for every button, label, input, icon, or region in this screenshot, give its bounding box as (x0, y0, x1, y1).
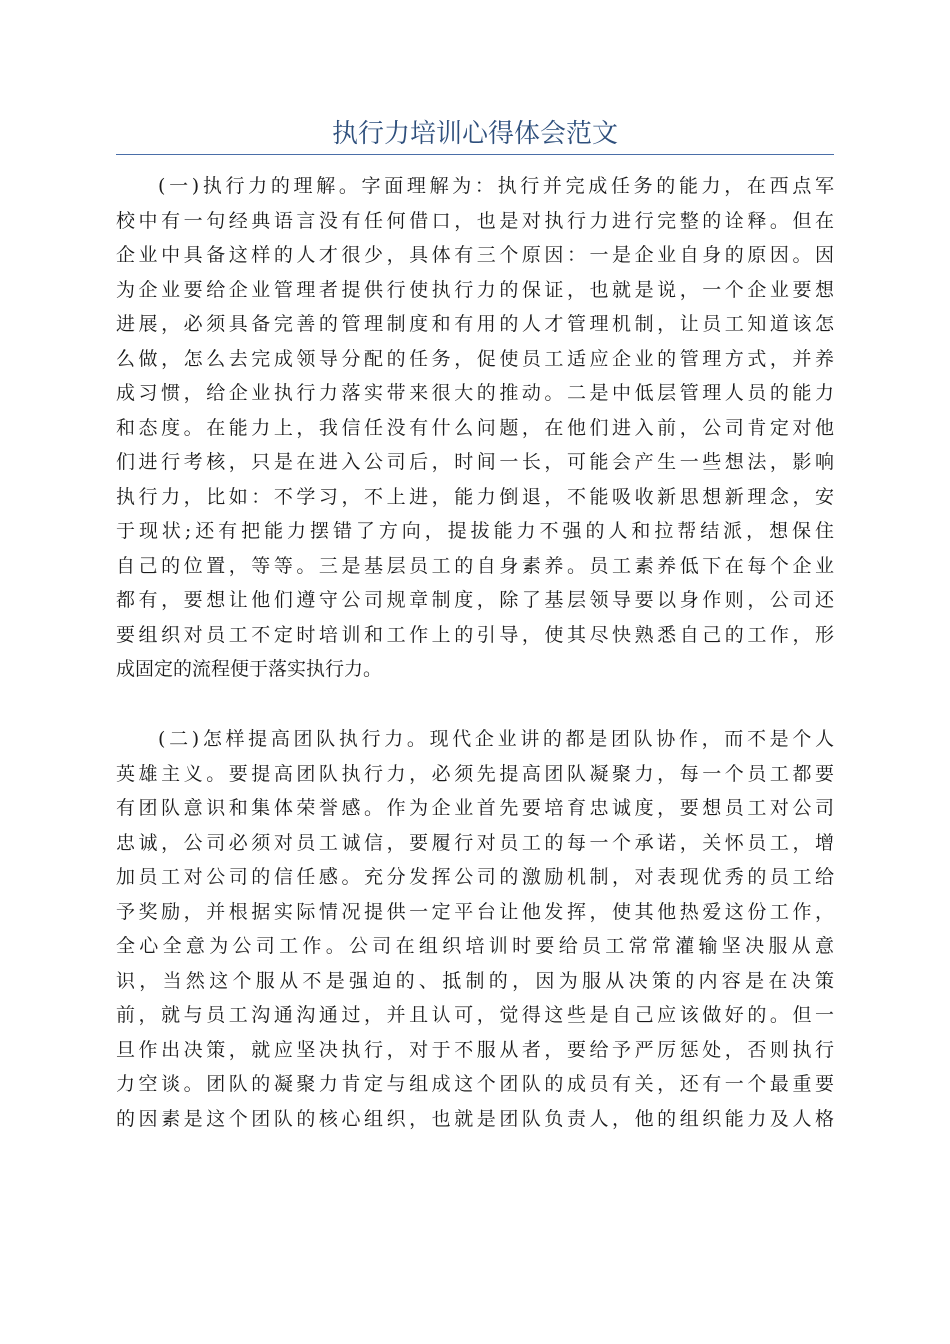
paragraph-line: 为企业要给企业管理者提供行使执行力的保证，也就是说，一个企业要想 (116, 278, 834, 301)
paragraph-line: 都有，要想让他们遵守公司规章制度，除了基层领导要以身作则，公司还 (116, 589, 834, 611)
paragraph-line: 前，就与员工沟通沟通过，并且认可，觉得这些是自己应该做好的。但一 (116, 1004, 834, 1026)
paragraph-line: 旦作出决策，就应坚决执行，对于不服从者，要给予严厉惩处，否则执行 (116, 1038, 834, 1061)
paragraph-execution-understanding (116, 169, 834, 687)
paragraph-team-execution (116, 722, 834, 1136)
paragraph-line: 识，当然这个服从不是强迫的、抵制的，因为服从决策的内容是在决策 (116, 969, 834, 992)
paragraph-line: 企业中具备这样的人才很少，具体有三个原因：一是企业自身的原因。因 (116, 244, 834, 266)
paragraph-line: (一)执行力的理解。字面理解为：执行并完成任务的能力，在西点军 (158, 175, 834, 197)
paragraph-line: 全心全意为公司工作。公司在组织培训时要给员工常常灌输坚决服从意 (116, 935, 834, 957)
paragraph-line: 进展，必须具备完善的管理制度和有用的人才管理机制，让员工知道该怎 (116, 313, 834, 335)
paragraph-line: 和态度。在能力上，我信任没有什么问题，在他们进入前，公司肯定对他 (116, 416, 834, 439)
paragraph-line: 执行力，比如：不学习，不上进，能力倒退，不能吸收新思想新理念，安 (116, 485, 834, 508)
paragraph-line: 成习惯，给企业执行力落实带来很大的推动。二是中低层管理人员的能力 (116, 382, 834, 404)
paragraph-line: 于现状;还有把能力摆错了方向，提拔能力不强的人和拉帮结派，想保住 (116, 520, 834, 542)
paragraph-line: 英雄主义。要提高团队执行力，必须先提高团队凝聚力，每一个员工都要 (116, 762, 834, 785)
paragraph-line: 加员工对公司的信任感。充分发挥公司的激励机制，对表现优秀的员工给 (116, 866, 834, 888)
paragraph-line: 要组织对员工不定时培训和工作上的引导，使其尽快熟悉自己的工作，形 (116, 623, 834, 646)
paragraph-line: 予奖励，并根据实际情况提供一定平台让他发挥，使其他热爱这份工作， (116, 900, 834, 923)
paragraph-line: 成固定的流程便于落实执行力。 (116, 658, 383, 680)
title-underline (116, 154, 834, 155)
paragraph-line: 们进行考核，只是在进入公司后，时间一长，可能会产生一些想法，影响 (116, 451, 834, 473)
paragraph-line: 校中有一句经典语言没有任何借口，也是对执行力进行完整的诠释。但在 (116, 209, 834, 232)
paragraph-line: 忠诚，公司必须对员工诚信，要履行对员工的每一个承诺，关怀员工，增 (116, 831, 834, 854)
paragraph-line: 有团队意识和集体荣誉感。作为企业首先要培育忠诚度，要想员工对公司 (116, 797, 834, 819)
paragraph-line: 自己的位置，等等。三是基层员工的自身素养。员工素养低下在每个企业 (116, 554, 834, 577)
paragraph-line: 力空谈。团队的凝聚力肯定与组成这个团队的成员有关，还有一个最重要 (116, 1073, 834, 1095)
paragraph-line: 的因素是这个团队的核心组织，也就是团队负责人，他的组织能力及人格 (116, 1107, 834, 1130)
document-title: 执行力培训心得体会范文 (331, 119, 618, 149)
paragraph-line: (二)怎样提高团队执行力。现代企业讲的都是团队协作，而不是个人 (158, 728, 834, 750)
paragraph-line: 么做，怎么去完成领导分配的任务，促使员工适应企业的管理方式，并养 (116, 347, 834, 370)
